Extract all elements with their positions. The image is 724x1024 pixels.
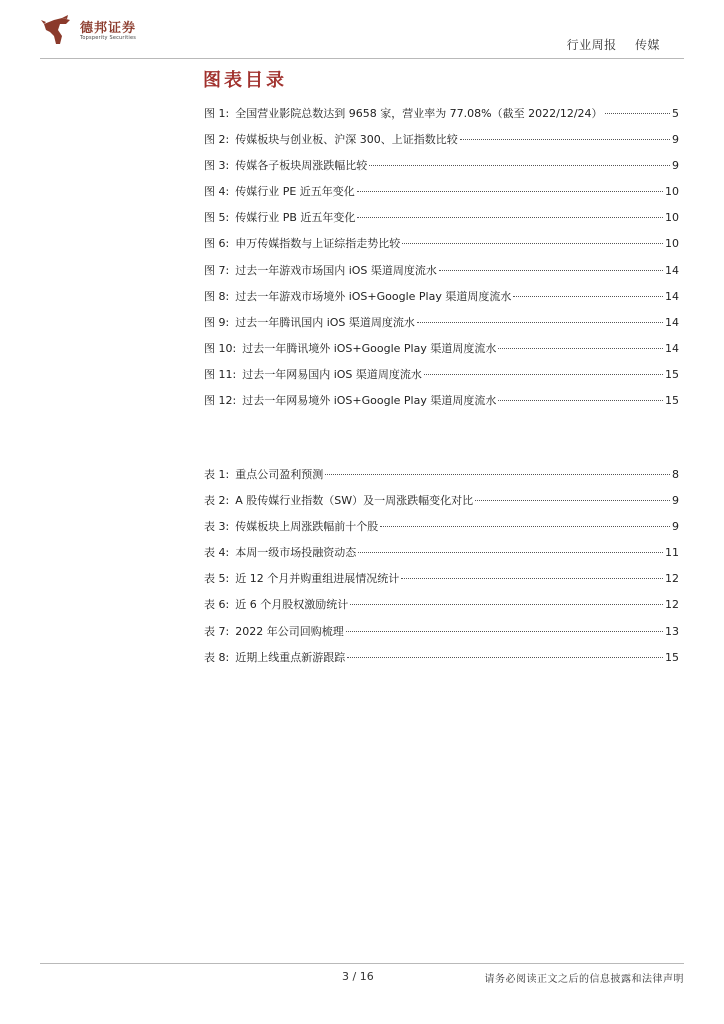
dot-leader xyxy=(357,217,663,218)
entry-label: 图 4: xyxy=(204,185,230,199)
entry-page: 9 xyxy=(672,520,679,534)
dot-leader xyxy=(347,657,663,658)
dot-leader xyxy=(358,552,663,553)
entry-label: 图 3: xyxy=(204,159,230,173)
entry-title: 近期上线重点新游跟踪 xyxy=(235,650,346,664)
entry-page: 15 xyxy=(665,394,679,408)
entry-title: 过去一年腾讯境外 iOS+Google Play 渠道周度流水 xyxy=(242,341,497,355)
toc-entry-figure[interactable] xyxy=(204,104,679,130)
entry-page: 14 xyxy=(665,289,679,303)
entry-page: 14 xyxy=(665,315,679,329)
entry-label: 图 8: xyxy=(204,289,230,303)
dot-leader xyxy=(380,526,670,527)
dot-leader xyxy=(439,270,663,271)
dot-leader xyxy=(402,243,663,244)
entry-page: 9 xyxy=(672,494,679,508)
legal-disclaimer: 请务必阅读正文之后的信息披露和法律声明 xyxy=(484,974,684,985)
entry-title: 本周一级市场投融资动态 xyxy=(235,546,357,560)
toc-entry-figure[interactable] xyxy=(204,287,679,313)
entry-label: 图 7: xyxy=(204,263,230,277)
brand-name-en: Topsperity Securities xyxy=(80,35,137,41)
entry-label: 图 2: xyxy=(204,133,230,147)
page-number: 3 / 16 xyxy=(342,970,374,983)
toc-entry-figure[interactable] xyxy=(204,339,679,365)
entry-title: 过去一年游戏市场境外 iOS+Google Play 渠道周度流水 xyxy=(235,289,512,303)
entry-title: 传媒行业 PE 近五年变化 xyxy=(235,185,355,199)
entry-page: 10 xyxy=(665,211,679,225)
brand-name-cn: 德邦证券 xyxy=(80,21,137,36)
toc-entry-figure[interactable] xyxy=(204,391,679,417)
entry-page: 10 xyxy=(665,237,679,251)
dot-leader xyxy=(498,400,663,401)
entry-title: 2022 年公司回购梳理 xyxy=(235,624,344,638)
dot-leader xyxy=(605,113,670,114)
dot-leader xyxy=(475,500,670,501)
dot-leader xyxy=(498,348,663,349)
dot-leader xyxy=(357,191,663,192)
entry-label: 图 6: xyxy=(204,237,230,251)
toc-title: 图表目录 xyxy=(203,70,287,91)
entry-title: 近 12 个月并购重组进展情况统计 xyxy=(235,572,400,586)
entry-page: 14 xyxy=(665,263,679,277)
dot-leader xyxy=(369,165,670,166)
toc-entry-table[interactable] xyxy=(204,569,679,595)
entry-title: 传媒板块上周涨跌幅前十个股 xyxy=(235,520,379,534)
entry-label: 表 1: xyxy=(204,468,230,481)
toc-entry-figure[interactable] xyxy=(204,365,679,391)
report-industry: 传媒 xyxy=(634,38,660,52)
entry-label: 表 4: xyxy=(204,546,230,560)
dot-leader xyxy=(346,631,663,632)
toc-entry-figure[interactable] xyxy=(204,261,679,287)
dot-leader xyxy=(417,322,663,323)
entry-title: 近 6 个月股权激励统计 xyxy=(235,598,349,612)
dot-leader xyxy=(350,604,663,605)
brand-logo xyxy=(40,14,160,54)
entry-label: 表 6: xyxy=(204,598,230,612)
dot-leader xyxy=(325,474,670,475)
toc-entry-figure[interactable] xyxy=(204,234,679,260)
entry-label: 图 10: xyxy=(204,341,237,355)
bull-logo-icon xyxy=(40,14,74,48)
entry-title: A 股传媒行业指数（SW）及一周涨跌幅变化对比 xyxy=(235,494,474,508)
dot-leader xyxy=(513,296,663,297)
toc-entry-figure[interactable] xyxy=(204,313,679,339)
toc-entry-table[interactable] xyxy=(204,595,679,621)
entry-label: 表 7: xyxy=(204,624,230,638)
entry-page: 9 xyxy=(672,133,679,147)
entry-page: 8 xyxy=(672,468,679,481)
figure-list xyxy=(204,104,679,417)
report-type: 行业周报 xyxy=(566,38,617,52)
entry-label: 表 2: xyxy=(204,494,230,508)
entry-title: 过去一年腾讯国内 iOS 渠道周度流水 xyxy=(235,315,415,329)
entry-title: 重点公司盈利预测 xyxy=(235,468,324,481)
entry-label: 表 8: xyxy=(204,650,230,664)
report-category xyxy=(567,36,660,53)
entry-label: 表 5: xyxy=(204,572,230,586)
toc-entry-table[interactable] xyxy=(204,465,679,491)
footer-divider xyxy=(40,963,684,964)
entry-page: 11 xyxy=(665,546,679,560)
toc-entry-table[interactable] xyxy=(204,648,679,674)
table-list xyxy=(204,465,679,674)
entry-label: 图 1: xyxy=(204,107,230,120)
entry-page: 5 xyxy=(672,107,679,120)
entry-page: 10 xyxy=(665,185,679,199)
toc-entry-table[interactable] xyxy=(204,622,679,648)
toc-entry-figure[interactable] xyxy=(204,182,679,208)
entry-title: 传媒各子板块周涨跌幅比较 xyxy=(235,159,368,173)
entry-title: 过去一年网易国内 iOS 渠道周度流水 xyxy=(242,367,422,381)
entry-title: 申万传媒指数与上证综指走势比较 xyxy=(235,237,401,251)
toc-entry-figure[interactable] xyxy=(204,156,679,182)
dot-leader xyxy=(460,139,670,140)
entry-label: 图 11: xyxy=(204,367,237,381)
page-header xyxy=(0,0,724,60)
entry-title: 传媒板块与创业板、沪深 300、上证指数比较 xyxy=(235,133,458,147)
dot-leader xyxy=(424,374,663,375)
toc-entry-figure[interactable] xyxy=(204,130,679,156)
toc-entry-table[interactable] xyxy=(204,491,679,517)
dot-leader xyxy=(401,578,663,579)
entry-label: 表 3: xyxy=(204,520,230,534)
entry-title: 过去一年网易境外 iOS+Google Play 渠道周度流水 xyxy=(242,394,497,408)
entry-title: 过去一年游戏市场国内 iOS 渠道周度流水 xyxy=(235,263,437,277)
entry-label: 图 9: xyxy=(204,315,230,329)
toc-entry-table[interactable] xyxy=(204,517,679,543)
entry-page: 15 xyxy=(665,650,679,664)
entry-page: 14 xyxy=(665,341,679,355)
entry-page: 12 xyxy=(665,598,679,612)
toc-entry-figure[interactable] xyxy=(204,208,679,234)
header-divider xyxy=(40,58,684,59)
toc-entry-table[interactable] xyxy=(204,543,679,569)
entry-page: 9 xyxy=(672,159,679,173)
entry-page: 13 xyxy=(665,624,679,638)
entry-page: 12 xyxy=(665,572,679,586)
entry-title: 全国营业影院总数达到 9658 家，营业率为 77.08%（截至 2022/12/24） xyxy=(235,107,603,120)
entry-title: 传媒行业 PB 近五年变化 xyxy=(235,211,356,225)
entry-label: 图 5: xyxy=(204,211,230,225)
entry-page: 15 xyxy=(665,367,679,381)
entry-label: 图 12: xyxy=(204,394,237,408)
